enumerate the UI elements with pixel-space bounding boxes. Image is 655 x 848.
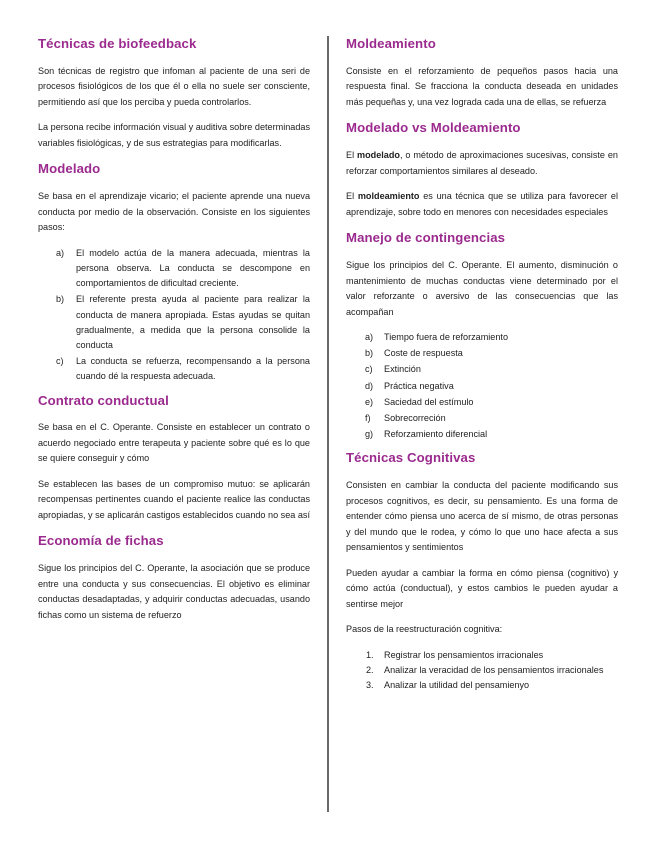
list-item	[346, 411, 618, 426]
list-item	[38, 354, 310, 384]
section-biofeedback	[38, 36, 310, 151]
paragraph	[346, 148, 618, 179]
paragraph: Consiste en el reforzamiento de pequeños pasos hacia una respuesta final. Se fracciona la conducta deseada en unidades más pequeñas y, una vez lograda cada una de ellas, se refuerza	[346, 65, 618, 107]
section-title: Técnicas Cognitivas	[346, 450, 476, 466]
paragraph: Se basa en el aprendizaje vicario; el paciente aprende una nueva conducta por medio de la observación. Consiste en los siguientes pasos:	[38, 191, 310, 233]
paragraph: Pueden ayudar a cambiar la forma en cómo piensa (cognitivo) y cómo actúa (conductual), y estos cambios le pueden ayudar a sentirse mejor	[346, 567, 618, 609]
list-marker: g)	[365, 429, 374, 440]
list-item-text: Reforzamiento diferencial	[384, 429, 488, 440]
list-marker: 1.	[366, 649, 374, 660]
list-item-text: Coste de respuesta	[384, 348, 463, 359]
list-item-text: Tiempo fuera de reforzamiento	[384, 332, 509, 343]
list-item-text: La conducta se refuerza, recompensando a la persona cuando dé la respuesta adecuada.	[76, 356, 310, 382]
section-manejo-contingencias	[346, 230, 618, 442]
list-item	[346, 427, 618, 442]
list-marker: a)	[56, 247, 65, 258]
list-item-text: El modelo actúa de la manera adecuada, mientras la persona observa. La conducta se descompone en comportamientos de dificultad creciente.	[76, 247, 310, 289]
reestructuracion-steps-list	[346, 648, 618, 694]
list-marker: b)	[56, 294, 65, 305]
section-modelado-vs-moldeamiento	[346, 120, 618, 220]
paragraph: Sigue los principios del C. Operante. El aumento, disminución o mantenimiento de muchas conductas viene determinado por el valor reforzante o aversivo de las consecuencias que las acompañan	[346, 260, 618, 317]
list-item-text: Extinción	[384, 364, 421, 375]
section-title: Contrato conductual	[38, 392, 169, 408]
list-marker: 3.	[366, 680, 374, 691]
section-title: Moldeamiento	[346, 36, 436, 51]
list-item	[346, 663, 618, 678]
section-title: Modelado vs Moldeamiento	[346, 120, 521, 136]
modelado-steps-list	[38, 246, 310, 385]
list-marker: c)	[56, 356, 64, 367]
list-item-text: Analizar la utilidad del pensamienyo	[384, 680, 530, 691]
list-item	[38, 292, 310, 353]
paragraph: Se basa en el C. Operante. Consiste en establecer un contrato o acuerdo negociado entre terapeuta y paciente sobre qué es lo que se quiere conseguir y cómo	[38, 422, 310, 464]
list-item	[346, 362, 618, 377]
paragraph: Son técnicas de registro que infoman al paciente de una seri de procesos fisiológicos de los que él o ella no suele ser consciente, permitiendo así que los perciba y pueda controlarlos.	[38, 65, 310, 107]
contingencias-list	[346, 330, 618, 442]
list-marker: e)	[365, 396, 374, 407]
list-item	[346, 379, 618, 394]
section-tecnicas-cognitivas	[346, 450, 618, 693]
section-title: Manejo de contingencias	[346, 230, 506, 246]
section-economia-fichas	[38, 533, 310, 623]
list-marker: f)	[365, 413, 371, 424]
text-run: es una técnica que se utiliza para favorecer el aprendizaje, sobre todo en menores con necesidades especiales	[346, 191, 618, 217]
list-item-text: Registrar los pensamientos irracionales	[384, 649, 544, 660]
paragraph: La persona recibe información visual y auditiva sobre determinadas variables fisiológicas, y de sus estrategias para modificarlas.	[38, 122, 310, 148]
list-marker: a)	[365, 332, 374, 343]
list-marker: c)	[365, 364, 373, 375]
list-item-text: El referente presta ayuda al paciente para realizar la conducta de manera apropiada. Estas ayudas se quitan gradualmente, a medida que la persona consolide la conducta	[76, 294, 310, 350]
section-title: Economía de fichas	[38, 533, 164, 549]
paragraph	[346, 189, 618, 220]
text-run: El	[346, 191, 358, 202]
list-item	[346, 346, 618, 361]
list-item	[38, 246, 310, 292]
list-marker: b)	[365, 348, 374, 359]
list-item-text: Analizar la veracidad de los pensamientos irracionales	[384, 665, 604, 675]
paragraph: Consisten en cambiar la conducta del paciente modificando sus procesos cognitivos, es decir, su pensamiento. Es una forma de entender cómo piensa uno acerca de sí mismo, de otras personas y del mundo que le rodea, y cómo lo que uno hace afecta a sus pensamientos y sentimientos	[346, 480, 618, 553]
list-item-text: Saciedad del estímulo	[384, 396, 474, 407]
text-run: , o método de aproximaciones sucesivas, consiste en reforzar comportamientos similares al deseado.	[346, 150, 618, 176]
section-modelado	[38, 161, 310, 384]
list-marker: d)	[365, 380, 374, 391]
paragraph: Pasos de la reestructuración cognitiva:	[346, 624, 503, 635]
paragraph: Sigue los principios del C. Operante, la asociación que se produce entre una conducta y sus consecuencias. El objetivo es eliminar conductas desadaptadas, y adquirir conductas adecuadas, usando fichas como un sistema de refuerzo	[38, 563, 310, 620]
right-column	[346, 36, 618, 701]
section-title: Técnicas de biofeedback	[38, 36, 197, 51]
list-item	[346, 330, 618, 345]
section-title: Modelado	[38, 161, 101, 177]
list-item	[346, 648, 618, 663]
list-item-text: Sobrecorreción	[384, 413, 446, 424]
column-divider	[327, 36, 329, 812]
bold-term: modelado	[357, 150, 400, 161]
section-moldeamiento	[346, 36, 618, 110]
left-column	[38, 36, 310, 633]
text-run: El	[346, 150, 357, 161]
list-item	[346, 395, 618, 410]
paragraph: Se establecen las bases de un compromiso mutuo: se aplicarán recompensas pertinentes cuando el paciente realice las conductas apropiadas, y se aplicarán castigos establecidos cuando no sea así	[38, 478, 310, 520]
section-contrato-conductual	[38, 393, 310, 524]
list-marker: 2.	[366, 665, 374, 675]
list-item-text: Práctica negativa	[384, 380, 454, 391]
bold-term: moldeamiento	[357, 191, 420, 202]
list-item	[346, 678, 618, 693]
